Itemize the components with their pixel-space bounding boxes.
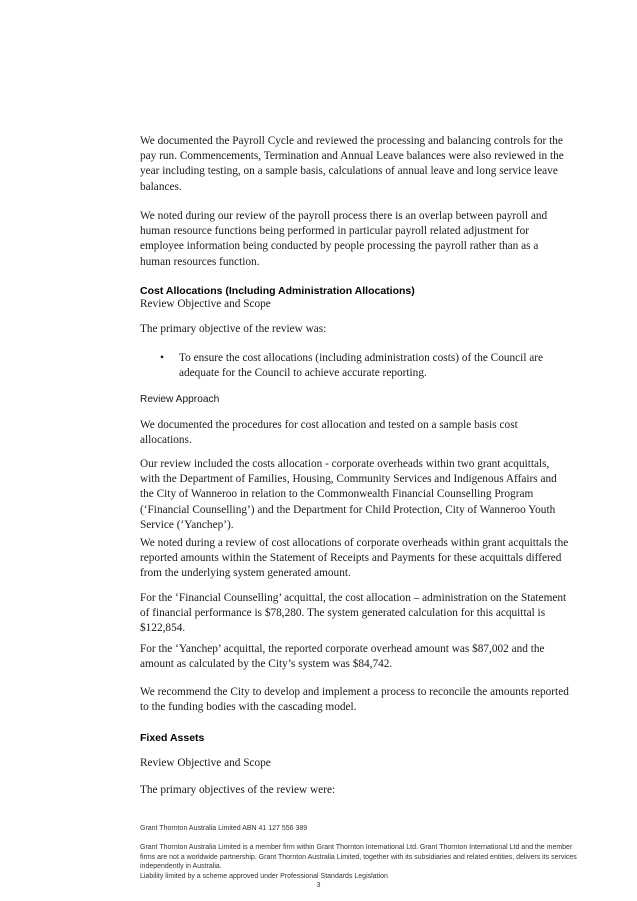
fixed-objective-intro: The primary objectives of the review were:: [140, 784, 336, 796]
footer-liability: Liability limited by a scheme approved under Professional Standards Legislation: [140, 873, 388, 880]
cost-objective-intro: The primary objective of the review was:: [140, 323, 327, 335]
cost-approach-paragraph-3: We noted during a review of cost allocations of corporate overheads within grant acquittals the reported amounts within the Statement of Receipts and Payments for these acquittals differed from the underlying system generated amount.: [140, 537, 569, 580]
cost-approach-paragraph-5: For the ‘Yanchep’ acquittal, the reported corporate overhead amount was $87,002 and the amount as calculated by the City’s system was $84,742.: [140, 643, 545, 671]
footer-abn: Grant Thornton Australia Limited ABN 41 127 556 389: [140, 825, 308, 832]
bullet-icon: •: [160, 352, 164, 364]
fixed-assets-heading: Fixed Assets: [140, 732, 205, 744]
cost-approach-paragraph-4: For the ‘Financial Counselling’ acquittal, the cost allocation – administration on the Statement of financial performance is $78,280. The system generated calculation for this acquittal is $122,854.: [140, 592, 567, 635]
footer-disclaimer: Grant Thornton Australia Limited is a member firm within Grant Thornton International Ltd. Grant Thornton International Ltd and the member firms are not a worldwide partnership. Grant Thornton Australia Limited, together with its subsidiaries and related entities, delivers its services independently in Australia.: [140, 844, 577, 871]
payroll-paragraph-1: We documented the Payroll Cycle and reviewed the processing and balancing controls for the pay run. Commencements, Termination and Annual Leave balances were also reviewed in the year including testing, on a sample basis, calculations of annual leave and long service leave balances.: [140, 135, 564, 193]
cost-allocations-heading: Cost Allocations (Including Administration Allocations): [140, 285, 415, 297]
cost-objective-bullet-text: To ensure the cost allocations (including administration costs) of the Council are adequate for the Council to achieve accurate reporting.: [179, 352, 544, 380]
review-approach-heading: Review Approach: [140, 394, 220, 405]
cost-objective-scope-heading: Review Objective and Scope: [140, 298, 271, 310]
cost-approach-paragraph-6: We recommend the City to develop and implement a process to reconcile the amounts reported to the funding bodies with the cascading model.: [140, 686, 569, 714]
cost-approach-paragraph-2: Our review included the costs allocation - corporate overheads within two grant acquittals, with the Department of Families, Housing, Community Services and Indigenous Affairs and the City of Wanneroo in relation to the Commonwealth Financial Counselling Program (‘Financial Counselling’) and the Department for Child Protection, City of Wanneroo Youth Service (‘Yanchep’).: [140, 458, 557, 531]
cost-approach-paragraph-1: We documented the procedures for cost allocation and tested on a sample basis cost allocations.: [140, 419, 518, 447]
payroll-paragraph-2: We noted during our review of the payroll process there is an overlap between payroll and human resource functions being performed in particular payroll related adjustment for employee information being conducted by people processing the payroll rather than as a human resources function.: [140, 210, 548, 268]
page-number: 3: [316, 882, 321, 889]
fixed-objective-scope-heading: Review Objective and Scope: [140, 757, 271, 769]
